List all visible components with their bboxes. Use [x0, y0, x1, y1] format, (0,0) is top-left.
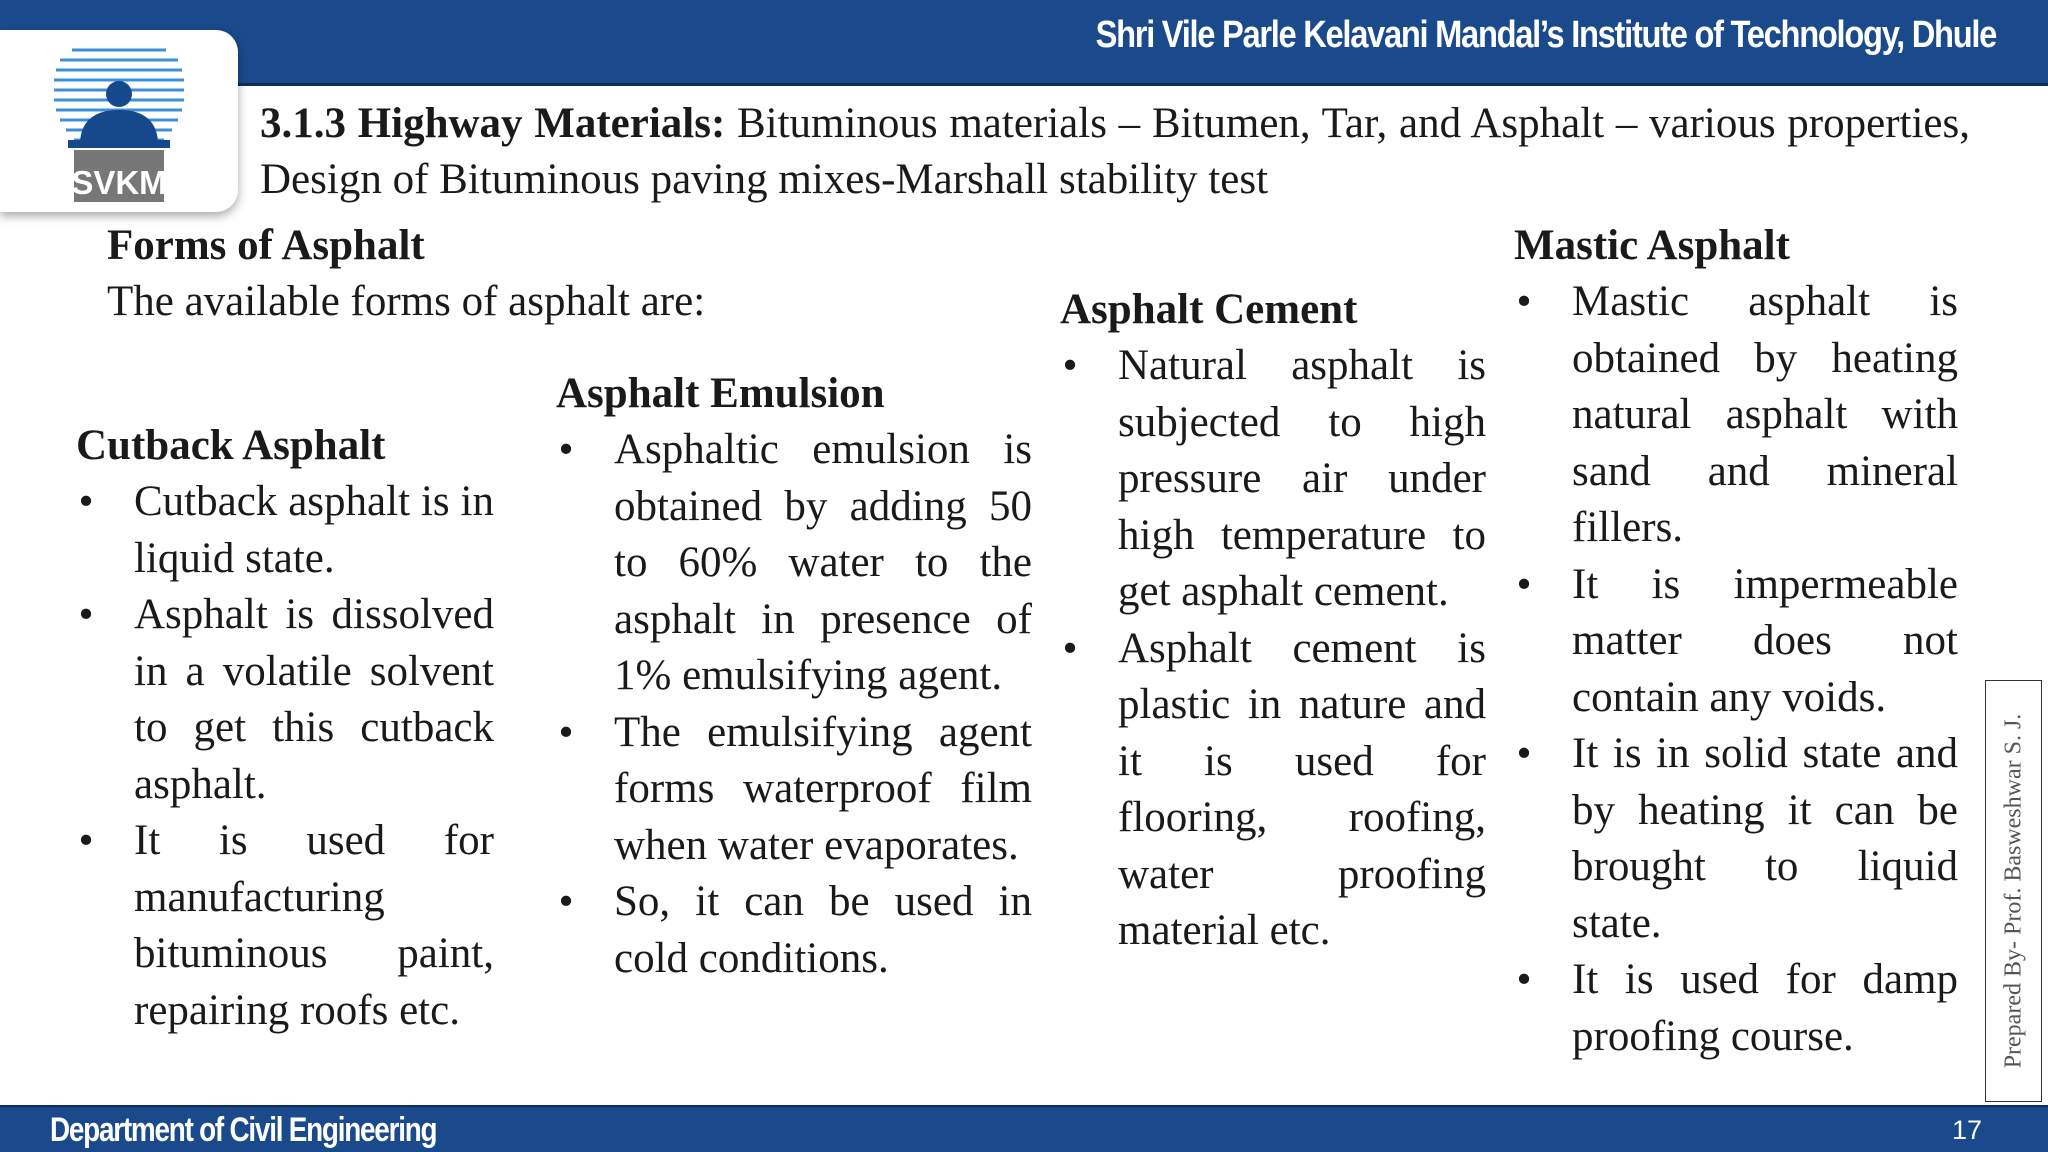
list-item: • Asphalt cement is plastic in nature and it is used for flooring, roofing, water proofing material etc.: [1060, 621, 1486, 960]
bullet-icon: •: [78, 591, 94, 638]
institute-name: Shri Vile Parle Kelavani Mandal’s Institute of Technology, Dhule: [1095, 14, 1996, 56]
page-number: 17: [1951, 1115, 1982, 1145]
cement-heading: Asphalt Cement: [1060, 286, 1358, 333]
bullet-icon: •: [1516, 560, 1532, 608]
logo-card: [0, 30, 238, 212]
slide-title: [260, 96, 1970, 208]
prepared-by-text: Prepared By- Prof. Basweshwar S. J.: [2000, 713, 2026, 1069]
list-item: • Asphalt is dissolved in a volatile solvent to get this cutback asphalt.: [76, 587, 494, 813]
forms-intro: The available forms of asphalt are:: [107, 278, 706, 325]
bullet-icon: •: [558, 878, 574, 925]
emulsion-heading: Asphalt Emulsion: [556, 370, 885, 417]
bullet-icon: •: [1516, 956, 1532, 1003]
mastic-column: [1514, 274, 1958, 1065]
list-item: • It is impermeable matter does not contain any voids.: [1514, 557, 1958, 727]
bullet-icon: •: [78, 817, 94, 864]
prepared-by-box: [1985, 680, 2042, 1102]
title-bold: 3.1.3 Highway Materials:: [260, 100, 726, 147]
mastic-list: [1514, 274, 1958, 1065]
svkm-logo-icon: [52, 38, 186, 206]
bullet-icon: •: [78, 478, 94, 525]
title-text: Bituminous materials – Bitumen, Tar, and Asphalt – various properties, Design of Bituminous paving mixes-Marshall stability test: [260, 100, 1970, 203]
list-item: • The emulsifying agent forms waterproof film when water evaporates.: [556, 705, 1032, 875]
list-item: • Cutback asphalt is in liquid state.: [76, 474, 494, 587]
list-item: • Natural asphalt is subjected to high pressure air under high temperature to get asphalt cement.: [1060, 338, 1486, 621]
list-item: • Mastic asphalt is obtained by heating natural asphalt with sand and mineral fillers.: [1514, 274, 1958, 557]
forms-heading: Forms of Asphalt: [107, 222, 425, 269]
bullet-icon: •: [1516, 278, 1532, 325]
bullet-icon: •: [558, 426, 574, 473]
footer-bar: [0, 1105, 2048, 1152]
list-item: • Asphaltic emulsion is obtained by adding 50 to 60% water to the asphalt in presence of 1% emulsifying agent.: [556, 422, 1032, 705]
cutback-heading: Cutback Asphalt: [76, 422, 386, 469]
emulsion-list: [556, 422, 1032, 987]
cement-column: [1060, 338, 1486, 960]
list-item: • So, it can be used in cold conditions.: [556, 874, 1032, 987]
list-item: • It is used for manufacturing bituminous paint, repairing roofs etc.: [76, 813, 494, 1039]
bullet-icon: •: [558, 708, 574, 756]
list-item: • It is in solid state and by heating it can be brought to liquid state.: [1514, 726, 1958, 952]
mastic-heading: Mastic Asphalt: [1514, 222, 1790, 269]
emulsion-column: [556, 422, 1032, 987]
logo-text: SVKM: [71, 164, 167, 201]
list-item: • It is used for damp proofing course.: [1514, 952, 1958, 1065]
bullet-icon: •: [1516, 730, 1532, 777]
department-name: Department of Civil Engineering: [50, 1111, 437, 1149]
cutback-list: [76, 474, 494, 1039]
cutback-column: [76, 474, 494, 1039]
header-bar: [0, 0, 2048, 86]
bullet-icon: •: [1062, 624, 1078, 672]
cement-list: [1060, 338, 1486, 960]
bullet-icon: •: [1062, 342, 1078, 389]
